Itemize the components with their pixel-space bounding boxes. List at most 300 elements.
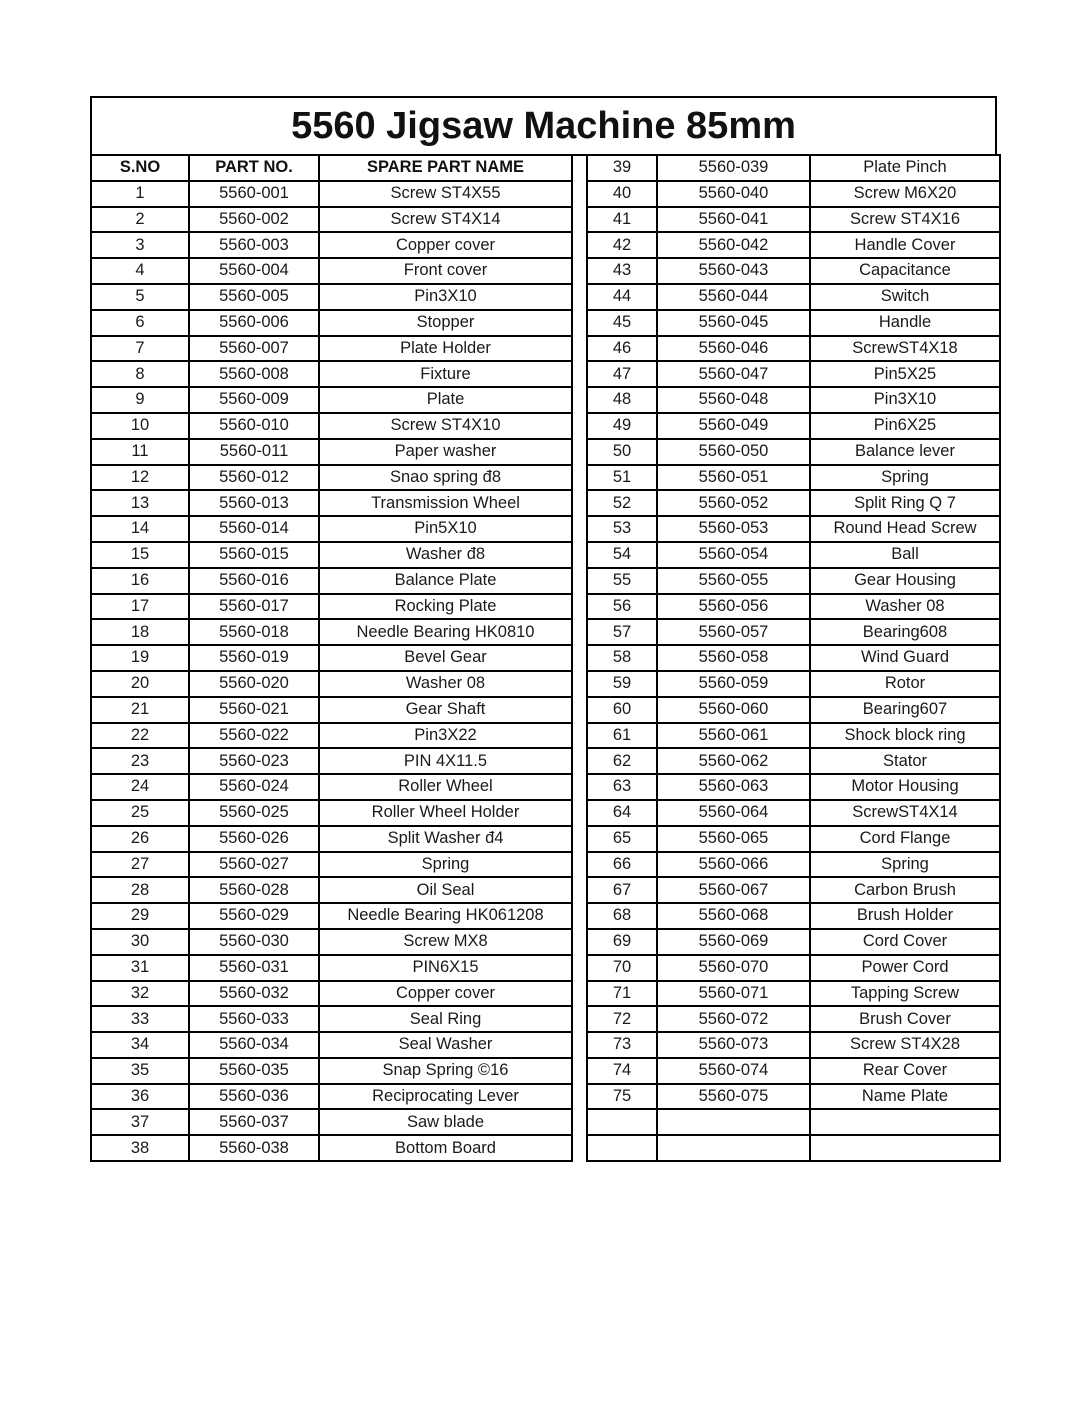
table-row <box>91 748 572 774</box>
table-row <box>91 1058 572 1084</box>
cell-part-name: Pin3X22 <box>319 723 572 749</box>
table-row <box>91 207 572 233</box>
table-row <box>587 439 1000 465</box>
table-row <box>587 645 1000 671</box>
cell-sno: 4 <box>91 258 189 284</box>
cell-part-no: 5560-029 <box>189 903 319 929</box>
table-row <box>587 207 1000 233</box>
cell-part-no: 5560-044 <box>657 284 810 310</box>
cell-sno: 74 <box>587 1058 657 1084</box>
cell-sno: 56 <box>587 594 657 620</box>
cell-sno: 69 <box>587 929 657 955</box>
table-row <box>587 232 1000 258</box>
table-row <box>91 310 572 336</box>
cell-part-name: Seal Ring <box>319 1006 572 1032</box>
cell-part-no: 5560-069 <box>657 929 810 955</box>
table-row <box>91 1135 572 1161</box>
cell-part-no: 5560-061 <box>657 723 810 749</box>
cell-sno: 26 <box>91 826 189 852</box>
cell-part-name: Saw blade <box>319 1109 572 1135</box>
cell-sno: 75 <box>587 1084 657 1110</box>
cell-sno: 70 <box>587 955 657 981</box>
cell-part-no: 5560-005 <box>189 284 319 310</box>
cell-part-no: 5560-020 <box>189 671 319 697</box>
cell-part-name: Washer 08 <box>810 594 1000 620</box>
cell-part-name: Roller Wheel <box>319 774 572 800</box>
table-row <box>587 258 1000 284</box>
cell-part-name: Snap Spring ©16 <box>319 1058 572 1084</box>
cell-part-name: Plate Holder <box>319 336 572 362</box>
cell-part-no: 5560-030 <box>189 929 319 955</box>
cell-part-name: Pin3X10 <box>810 387 1000 413</box>
cell-sno: 58 <box>587 645 657 671</box>
cell-part-no: 5560-016 <box>189 568 319 594</box>
table-row <box>587 1032 1000 1058</box>
table-row <box>587 181 1000 207</box>
table-header <box>91 155 572 181</box>
table-row <box>587 748 1000 774</box>
table-row <box>587 490 1000 516</box>
cell-part-no: 5560-058 <box>657 645 810 671</box>
cell-sno: 49 <box>587 413 657 439</box>
cell-part-name: Switch <box>810 284 1000 310</box>
cell-sno: 60 <box>587 697 657 723</box>
cell-part-no: 5560-028 <box>189 877 319 903</box>
cell-part-no: 5560-047 <box>657 361 810 387</box>
table-row <box>587 155 1000 181</box>
cell-sno: 16 <box>91 568 189 594</box>
table-row <box>91 877 572 903</box>
cell-part-no: 5560-065 <box>657 826 810 852</box>
cell-part-name: Screw ST4X28 <box>810 1032 1000 1058</box>
cell-sno: 34 <box>91 1032 189 1058</box>
cell-part-no: 5560-068 <box>657 903 810 929</box>
cell-sno: 35 <box>91 1058 189 1084</box>
cell-sno: 39 <box>587 155 657 181</box>
cell-part-no: 5560-075 <box>657 1084 810 1110</box>
table-row <box>587 800 1000 826</box>
cell-sno: 10 <box>91 413 189 439</box>
cell-part-no: 5560-012 <box>189 465 319 491</box>
cell-part-no: 5560-040 <box>657 181 810 207</box>
cell-part-no: 5560-048 <box>657 387 810 413</box>
table-row <box>91 697 572 723</box>
table-row <box>91 336 572 362</box>
table-row <box>587 465 1000 491</box>
cell-sno: 33 <box>91 1006 189 1032</box>
left-table-body <box>91 181 572 1161</box>
cell-part-name: Needle Bearing HK061208 <box>319 903 572 929</box>
cell-part-name: Cord Flange <box>810 826 1000 852</box>
table-row <box>91 723 572 749</box>
table-row <box>91 1084 572 1110</box>
cell-part-name: Cord Cover <box>810 929 1000 955</box>
cell-part-no: 5560-034 <box>189 1032 319 1058</box>
table-row <box>587 903 1000 929</box>
cell-sno: 37 <box>91 1109 189 1135</box>
cell-part-name <box>810 1135 1000 1161</box>
cell-part-name: Seal Washer <box>319 1032 572 1058</box>
cell-sno: 15 <box>91 542 189 568</box>
table-row <box>91 852 572 878</box>
header-row <box>91 155 572 181</box>
cell-part-no: 5560-067 <box>657 877 810 903</box>
cell-sno: 1 <box>91 181 189 207</box>
table-row <box>91 413 572 439</box>
table-row <box>91 594 572 620</box>
cell-part-no: 5560-042 <box>657 232 810 258</box>
cell-part-name: Oil Seal <box>319 877 572 903</box>
cell-sno: 45 <box>587 310 657 336</box>
cell-sno: 41 <box>587 207 657 233</box>
cell-part-no: 5560-039 <box>657 155 810 181</box>
cell-part-name: Copper cover <box>319 981 572 1007</box>
table-row <box>91 516 572 542</box>
cell-part-name <box>810 1109 1000 1135</box>
table-row <box>587 774 1000 800</box>
table-row <box>587 310 1000 336</box>
cell-sno: 53 <box>587 516 657 542</box>
cell-sno: 19 <box>91 645 189 671</box>
cell-part-no: 5560-060 <box>657 697 810 723</box>
table-row <box>91 439 572 465</box>
cell-part-no: 5560-057 <box>657 619 810 645</box>
cell-part-name: Wind Guard <box>810 645 1000 671</box>
cell-part-name: Carbon Brush <box>810 877 1000 903</box>
cell-sno: 29 <box>91 903 189 929</box>
cell-part-name: Roller Wheel Holder <box>319 800 572 826</box>
cell-part-name: Screw ST4X14 <box>319 207 572 233</box>
cell-part-no: 5560-013 <box>189 490 319 516</box>
cell-part-no: 5560-021 <box>189 697 319 723</box>
cell-part-no: 5560-059 <box>657 671 810 697</box>
cell-part-name: Pin3X10 <box>319 284 572 310</box>
cell-part-no: 5560-008 <box>189 361 319 387</box>
table-row <box>587 1109 1000 1135</box>
cell-sno: 40 <box>587 181 657 207</box>
cell-part-no: 5560-070 <box>657 955 810 981</box>
cell-part-no: 5560-046 <box>657 336 810 362</box>
cell-sno: 50 <box>587 439 657 465</box>
table-row <box>91 645 572 671</box>
cell-sno: 42 <box>587 232 657 258</box>
cell-sno: 43 <box>587 258 657 284</box>
cell-part-name: Handle <box>810 310 1000 336</box>
cell-part-name: Rocking Plate <box>319 594 572 620</box>
cell-sno: 52 <box>587 490 657 516</box>
cell-sno: 11 <box>91 439 189 465</box>
cell-part-name: Pin6X25 <box>810 413 1000 439</box>
cell-part-no: 5560-052 <box>657 490 810 516</box>
cell-part-name: Bearing607 <box>810 697 1000 723</box>
table-row <box>91 981 572 1007</box>
cell-sno: 7 <box>91 336 189 362</box>
cell-sno: 57 <box>587 619 657 645</box>
right-table-body <box>587 155 1000 1161</box>
cell-sno: 20 <box>91 671 189 697</box>
cell-part-name: Washer 08 <box>319 671 572 697</box>
cell-part-no: 5560-038 <box>189 1135 319 1161</box>
cell-sno: 44 <box>587 284 657 310</box>
cell-part-no: 5560-024 <box>189 774 319 800</box>
cell-sno: 65 <box>587 826 657 852</box>
cell-part-name: Spring <box>319 852 572 878</box>
cell-part-no: 5560-036 <box>189 1084 319 1110</box>
table-row <box>587 929 1000 955</box>
table-row <box>587 877 1000 903</box>
cell-part-no: 5560-004 <box>189 258 319 284</box>
cell-part-no: 5560-033 <box>189 1006 319 1032</box>
cell-part-name: Gear Housing <box>810 568 1000 594</box>
cell-part-no: 5560-066 <box>657 852 810 878</box>
table-row <box>587 671 1000 697</box>
table-row <box>91 774 572 800</box>
cell-sno: 63 <box>587 774 657 800</box>
cell-part-no: 5560-051 <box>657 465 810 491</box>
cell-sno: 66 <box>587 852 657 878</box>
cell-part-name: Spring <box>810 852 1000 878</box>
parts-table-frame <box>90 96 997 1162</box>
cell-part-no: 5560-045 <box>657 310 810 336</box>
cell-sno: 14 <box>91 516 189 542</box>
cell-part-name: Paper washer <box>319 439 572 465</box>
cell-part-name: Washer đ8 <box>319 542 572 568</box>
cell-part-name: Ball <box>810 542 1000 568</box>
cell-part-name: PIN 4X11.5 <box>319 748 572 774</box>
table-row <box>91 1109 572 1135</box>
cell-part-name: Handle Cover <box>810 232 1000 258</box>
table-row <box>587 542 1000 568</box>
cell-part-name: Snao spring đ8 <box>319 465 572 491</box>
cell-part-name: Front cover <box>319 258 572 284</box>
cell-part-no: 5560-023 <box>189 748 319 774</box>
table-row <box>587 852 1000 878</box>
cell-sno: 47 <box>587 361 657 387</box>
table-row <box>91 929 572 955</box>
table-row <box>587 594 1000 620</box>
parts-table-right <box>586 154 1001 1162</box>
tables-container <box>90 154 997 1162</box>
cell-part-name: Screw M6X20 <box>810 181 1000 207</box>
cell-part-name: Stopper <box>319 310 572 336</box>
cell-sno: 8 <box>91 361 189 387</box>
cell-sno: 62 <box>587 748 657 774</box>
cell-sno: 73 <box>587 1032 657 1058</box>
cell-sno: 3 <box>91 232 189 258</box>
cell-sno: 72 <box>587 1006 657 1032</box>
cell-sno: 46 <box>587 336 657 362</box>
table-row <box>91 542 572 568</box>
cell-part-no: 5560-043 <box>657 258 810 284</box>
cell-sno: 38 <box>91 1135 189 1161</box>
cell-part-name: Pin5X10 <box>319 516 572 542</box>
cell-part-name: Split Washer đ4 <box>319 826 572 852</box>
table-row <box>587 955 1000 981</box>
cell-sno: 21 <box>91 697 189 723</box>
cell-sno: 25 <box>91 800 189 826</box>
col-header-part-name: SPARE PART NAME <box>319 155 572 181</box>
table-row <box>91 181 572 207</box>
cell-part-name: Balance Plate <box>319 568 572 594</box>
cell-part-name: Needle Bearing HK0810 <box>319 619 572 645</box>
cell-part-name: Name Plate <box>810 1084 1000 1110</box>
cell-part-no: 5560-019 <box>189 645 319 671</box>
cell-part-name: Screw ST4X10 <box>319 413 572 439</box>
cell-part-no: 5560-063 <box>657 774 810 800</box>
cell-part-no: 5560-027 <box>189 852 319 878</box>
col-header-part-no: PART NO. <box>189 155 319 181</box>
cell-part-name: Gear Shaft <box>319 697 572 723</box>
cell-sno: 5 <box>91 284 189 310</box>
table-row <box>587 1058 1000 1084</box>
cell-sno <box>587 1109 657 1135</box>
table-row <box>91 671 572 697</box>
table-row <box>587 981 1000 1007</box>
cell-part-no: 5560-018 <box>189 619 319 645</box>
cell-part-no: 5560-009 <box>189 387 319 413</box>
cell-part-no: 5560-050 <box>657 439 810 465</box>
cell-sno: 68 <box>587 903 657 929</box>
table-row <box>91 1032 572 1058</box>
cell-part-name: Motor Housing <box>810 774 1000 800</box>
cell-part-no: 5560-037 <box>189 1109 319 1135</box>
table-row <box>587 284 1000 310</box>
cell-sno <box>587 1135 657 1161</box>
cell-part-no: 5560-073 <box>657 1032 810 1058</box>
cell-part-no: 5560-055 <box>657 568 810 594</box>
cell-part-name: Power Cord <box>810 955 1000 981</box>
table-row <box>91 465 572 491</box>
cell-sno: 22 <box>91 723 189 749</box>
cell-part-name: Tapping Screw <box>810 981 1000 1007</box>
cell-part-no: 5560-011 <box>189 439 319 465</box>
cell-sno: 36 <box>91 1084 189 1110</box>
cell-sno: 28 <box>91 877 189 903</box>
cell-sno: 12 <box>91 465 189 491</box>
table-row <box>587 361 1000 387</box>
table-row <box>91 361 572 387</box>
cell-part-name: Capacitance <box>810 258 1000 284</box>
cell-part-no: 5560-064 <box>657 800 810 826</box>
cell-sno: 31 <box>91 955 189 981</box>
cell-part-name: Split Ring Q 7 <box>810 490 1000 516</box>
col-header-sno: S.NO <box>91 155 189 181</box>
cell-part-name: Brush Holder <box>810 903 1000 929</box>
table-row <box>91 387 572 413</box>
cell-part-no: 5560-074 <box>657 1058 810 1084</box>
cell-part-name: Reciprocating Lever <box>319 1084 572 1110</box>
table-row <box>91 1006 572 1032</box>
cell-part-no: 5560-007 <box>189 336 319 362</box>
cell-part-no: 5560-032 <box>189 981 319 1007</box>
cell-part-no: 5560-001 <box>189 181 319 207</box>
cell-part-name: Round Head Screw <box>810 516 1000 542</box>
cell-sno: 24 <box>91 774 189 800</box>
cell-part-no <box>657 1109 810 1135</box>
table-row <box>587 723 1000 749</box>
cell-part-name: Balance lever <box>810 439 1000 465</box>
cell-part-name: Bevel Gear <box>319 645 572 671</box>
table-row <box>91 258 572 284</box>
cell-part-name: Stator <box>810 748 1000 774</box>
cell-sno: 6 <box>91 310 189 336</box>
cell-sno: 2 <box>91 207 189 233</box>
table-row <box>91 903 572 929</box>
cell-part-no: 5560-072 <box>657 1006 810 1032</box>
cell-part-name: ScrewST4X18 <box>810 336 1000 362</box>
cell-part-name: Screw ST4X55 <box>319 181 572 207</box>
cell-part-name: Plate <box>319 387 572 413</box>
cell-part-no: 5560-054 <box>657 542 810 568</box>
cell-part-name: Rear Cover <box>810 1058 1000 1084</box>
table-row <box>91 619 572 645</box>
cell-part-name: Copper cover <box>319 232 572 258</box>
cell-part-name: Screw MX8 <box>319 929 572 955</box>
cell-part-no: 5560-041 <box>657 207 810 233</box>
cell-part-no: 5560-017 <box>189 594 319 620</box>
parts-table-left <box>90 154 573 1162</box>
cell-part-name: Screw ST4X16 <box>810 207 1000 233</box>
cell-part-no: 5560-003 <box>189 232 319 258</box>
table-row <box>587 336 1000 362</box>
cell-part-name: Fixture <box>319 361 572 387</box>
page-title: 5560 Jigsaw Machine 85mm <box>90 96 997 156</box>
cell-part-name: Plate Pinch <box>810 155 1000 181</box>
cell-sno: 64 <box>587 800 657 826</box>
cell-part-no: 5560-053 <box>657 516 810 542</box>
cell-sno: 27 <box>91 852 189 878</box>
cell-part-name: Brush Cover <box>810 1006 1000 1032</box>
table-row <box>587 619 1000 645</box>
table-row <box>91 232 572 258</box>
cell-part-no: 5560-062 <box>657 748 810 774</box>
table-row <box>91 568 572 594</box>
cell-part-name: Pin5X25 <box>810 361 1000 387</box>
cell-sno: 61 <box>587 723 657 749</box>
cell-sno: 51 <box>587 465 657 491</box>
cell-sno: 23 <box>91 748 189 774</box>
cell-sno: 17 <box>91 594 189 620</box>
cell-part-name: ScrewST4X14 <box>810 800 1000 826</box>
table-row <box>587 826 1000 852</box>
cell-part-name: Shock block ring <box>810 723 1000 749</box>
cell-part-name: Spring <box>810 465 1000 491</box>
cell-part-no: 5560-010 <box>189 413 319 439</box>
cell-part-no: 5560-049 <box>657 413 810 439</box>
table-row <box>91 800 572 826</box>
table-row <box>587 697 1000 723</box>
table-row <box>587 413 1000 439</box>
cell-sno: 9 <box>91 387 189 413</box>
table-row <box>587 1135 1000 1161</box>
table-row <box>587 1084 1000 1110</box>
cell-sno: 13 <box>91 490 189 516</box>
cell-part-no <box>657 1135 810 1161</box>
table-row <box>587 387 1000 413</box>
cell-part-no: 5560-022 <box>189 723 319 749</box>
cell-part-no: 5560-015 <box>189 542 319 568</box>
table-row <box>587 568 1000 594</box>
cell-part-name: Rotor <box>810 671 1000 697</box>
table-row <box>91 490 572 516</box>
cell-part-no: 5560-026 <box>189 826 319 852</box>
table-row <box>587 1006 1000 1032</box>
cell-part-name: PIN6X15 <box>319 955 572 981</box>
cell-part-name: Bottom Board <box>319 1135 572 1161</box>
table-row <box>91 826 572 852</box>
cell-part-no: 5560-031 <box>189 955 319 981</box>
cell-sno: 54 <box>587 542 657 568</box>
